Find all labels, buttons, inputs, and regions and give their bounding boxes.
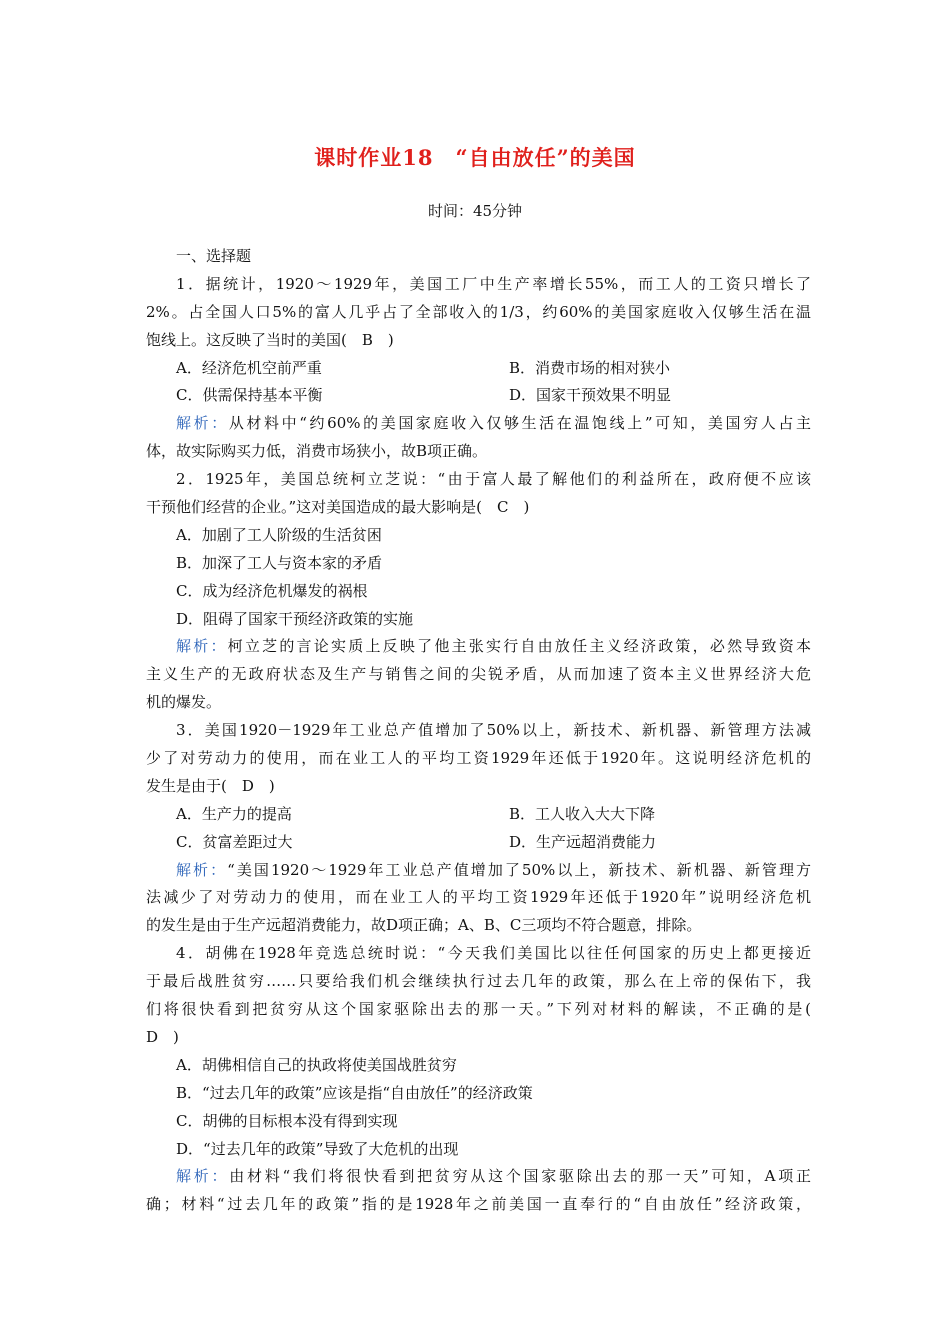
document-body: [146, 243, 811, 1219]
analysis: [146, 1163, 811, 1191]
option-row: [146, 382, 811, 410]
analysis-text: “美国1920～1929年工业总产值增加了50%以上，新技术、新机器、新管理方: [227, 860, 811, 879]
question-text: 干预他们经营的企业。”这对美国造成的最大影响是( C ): [146, 498, 530, 517]
question-text: D ): [146, 1027, 179, 1046]
option-b: B．消费市场的相对狭小: [509, 358, 671, 377]
question-text: 少了对劳动力的使用，而在业工人的平均工资1929年还低于1920年。这说明经济危机的: [146, 749, 811, 768]
analysis-text: 法减少了对劳动力的使用，而在业工人的平均工资1929年还低于1920年”说明经济危机: [146, 888, 811, 907]
analysis-text: 确；材料“过去几年的政策”指的是1928年之前美国一直奉行的“自由放任”经济政策，: [146, 1195, 811, 1214]
question-text: 饱线上。这反映了当时的美国( B ): [146, 330, 394, 349]
option-a: A．生产力的提高: [176, 804, 292, 823]
analysis-text: 机的爆发。: [146, 693, 222, 712]
question-text: 2．1925年，美国总统柯立芝说：“由于富人最了解他们的利益所在，政府便不应该: [176, 470, 811, 489]
question-text: 4．胡佛在1928年竞选总统时说：“今天我们美国比以往任何国家的历史上都更接近: [176, 944, 811, 963]
analysis: [146, 410, 811, 438]
question-text: 3．美国1920－1929年工业总产值增加了50%以上，新技术、新机器、新管理方法减: [176, 721, 811, 740]
option-a: A．经济危机空前严重: [176, 358, 322, 377]
option-c: C．供需保持基本平衡: [176, 386, 323, 405]
option-row: [146, 355, 811, 383]
option-b: B．工人收入大大下降: [509, 804, 656, 823]
analysis-text: 柯立芝的言论实质上反映了他主张实行自由放任主义经济政策，必然导致资本: [227, 637, 811, 656]
option-c: C．贫富差距过大: [176, 832, 293, 851]
option-c: C．胡佛的目标根本没有得到实现: [176, 1111, 398, 1130]
option-b: B．“过去几年的政策”应该是指“自由放任”的经济政策: [176, 1083, 533, 1102]
analysis-label: 解析：: [176, 860, 228, 879]
analysis-label: 解析：: [176, 637, 228, 656]
analysis-text: 的发生是由于生产远超消费能力，故D项正确；A、B、C三项均不符合题意，排除。: [146, 916, 702, 935]
option-b: B．加深了工人与资本家的矛盾: [176, 553, 383, 572]
question-text: 于最后战胜贫穷……只要给我们机会继续执行过去几年的政策，那么在上帝的保佑下，我: [146, 972, 811, 991]
option-d: D．阻碍了国家干预经济政策的实施: [176, 609, 414, 628]
question-text: 2%。占全国人口5%的富人几乎占了全部收入的1/3，约60%的美国家庭收入仅够生活在温: [146, 302, 811, 321]
option-c: C．成为经济危机爆发的祸根: [176, 581, 368, 600]
option-a: A．加剧了工人阶级的生活贫困: [176, 525, 382, 544]
analysis-text: 从材料中“约60%的美国家庭收入仅够生活在温饱线上”可知，美国穷人占主: [228, 414, 811, 433]
option-a: A．胡佛相信自己的执政将使美国战胜贫穷: [176, 1055, 457, 1074]
analysis-label: 解析：: [176, 1167, 230, 1186]
analysis-label: 解析：: [176, 414, 229, 433]
question-text: 发生是由于( D ): [146, 776, 275, 795]
analysis: [146, 633, 811, 661]
section-heading: 一、选择题: [176, 247, 252, 265]
question-text: 们将很快看到把贫穷从这个国家驱除出去的那一天。”下列对材料的解读，不正确的是(: [146, 1000, 811, 1019]
option-d: D．国家干预效果不明显: [509, 386, 672, 405]
option-row: [146, 801, 811, 829]
option-d: D．生产远超消费能力: [509, 832, 657, 851]
question-3: [146, 717, 811, 940]
question-1: [146, 271, 811, 466]
option-row: [146, 829, 811, 857]
analysis-text: 体，故实际购买力低，消费市场狭小，故B项正确。: [146, 442, 488, 461]
analysis: [146, 857, 811, 885]
question-text: 1．据统计，1920～1929年，美国工厂中生产率增长55%，而工人的工资只增长了: [176, 274, 811, 293]
question-4: [146, 940, 811, 1219]
analysis-text: 由材料“我们将很快看到把贫穷从这个国家驱除出去的那一天”可知，A项正: [229, 1167, 811, 1186]
analysis-text: 主义生产的无政府状态及生产与销售之间的尖锐矛盾，从而加速了资本主义世界经济大危: [146, 665, 811, 684]
option-d: D．“过去几年的政策”导致了大危机的出现: [176, 1139, 459, 1158]
time-limit: 时间：45分钟: [427, 202, 523, 220]
question-2: [146, 466, 811, 717]
page-title: 课时作业18 “自由放任”的美国: [314, 145, 636, 170]
